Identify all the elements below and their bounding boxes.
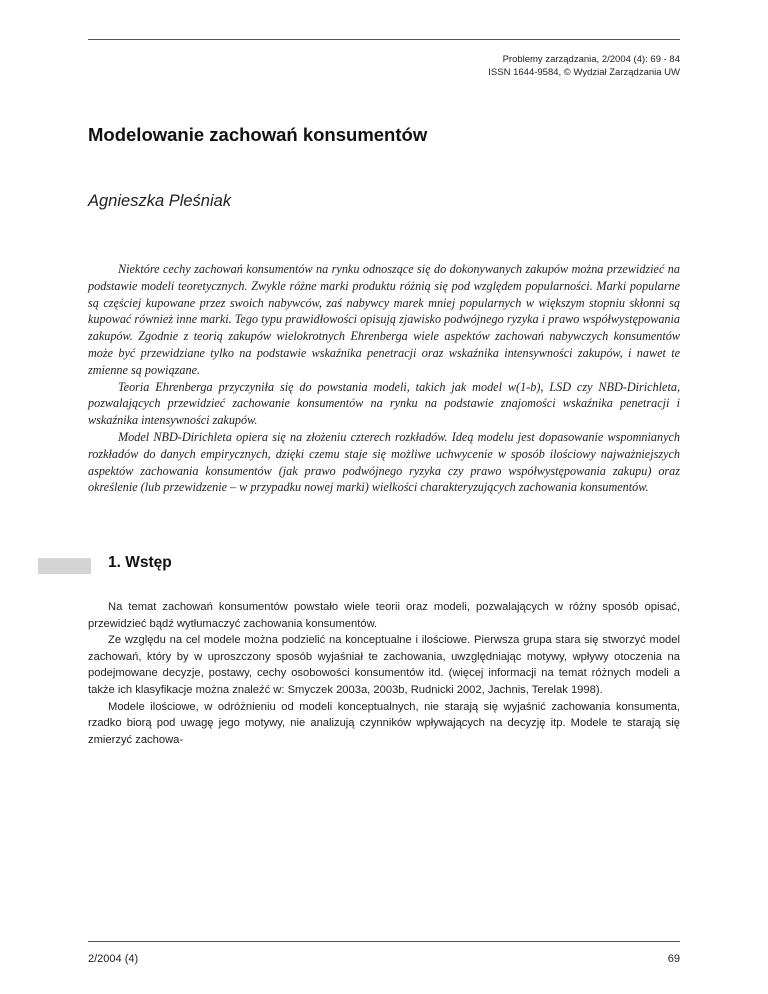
top-rule — [88, 39, 680, 40]
issn-line: ISSN 1644-9584, © Wydział Zarządzania UW — [488, 66, 680, 78]
journal-header — [180, 54, 680, 79]
body-paragraph: Modele ilościowe, w odróżnieniu od modeli konceptualnych, nie starają się wyjaśnić zachowania konsumenta, rzadko biorą pod uwagę jego motywy, nie analizują czynników wpływających na decyzję itp. Modele te starają się zmierzyć zachowa- — [88, 700, 680, 746]
page-number: 69 — [667, 953, 680, 965]
section-heading: 1. Wstęp — [108, 554, 172, 571]
abstract-paragraph: Niektóre cechy zachowań konsumentów na rynku odnoszące się do dokonywanych zakupów można przewidzieć na podstawie modeli teoretycznych. Zwykle różne marki produktu różnią się pod względem popularności. Marki popularne są częściej kupowane przez swoich nabywców, zaś nabywcy marek mniej popularnych w większym stopniu skłonni są kupować również inne marki. Tego typu prawidłowości opisują zjawisko podwójnego ryzyka i prawo współwystępowania zakupów. Zgodnie z teorią zakupów wielokrotnych Ehrenberga wiele aspektów zachowań nabywczych konsumentów może być przewidziane tylko na podstawie wskaźnika penetracji oraz wskaźnika intensywności zakupów, i nawet te zmienne są powiązane. — [88, 262, 680, 377]
article-title: Modelowanie zachowań konsumentów — [88, 124, 428, 145]
author-name: Agnieszka Pleśniak — [88, 192, 232, 210]
abstract-paragraph: Model NBD-Dirichleta opiera się na złożeniu czterech rozkładów. Ideą modelu jest dopasowanie wspomnianych rozkładów do danych empirycznych, dzięki czemu staje się możliwe uchwycenie w sposób ilościowy najważniejszych aspektów zachowania konsumentów (jak prawo podwójnego ryzyka czy prawo współwystępowania zakupu) oraz określenie (lub przewidzenie – w przypadku nowej marki) wielkości charakteryzujących zachowania konsumentów. — [88, 429, 680, 495]
abstract — [88, 261, 680, 496]
body-paragraph: Na temat zachowań konsumentów powstało wiele teorii oraz modeli, pozwalających w różny sposób opisać, przewidzieć bądź wytłumaczyć zachowania konsumentów. — [88, 601, 680, 630]
footer-issue: 2/2004 (4) — [88, 953, 139, 965]
abstract-paragraph: Teoria Ehrenberga przyczyniła się do powstania modeli, takich jak model w(1-b), LSD czy NBD-Dirichleta, pozwalających przewidzieć zachowanie konsumentów na rynku na podstawie znajomości wskaźnika penetracji i wskaźnika intensywności zakupów. — [88, 379, 680, 428]
section-marker-bar — [38, 558, 91, 574]
journal-citation: Problemy zarządzania, 2/2004 (4): 69 - 84 — [502, 54, 680, 65]
bottom-rule — [88, 941, 680, 942]
section-body — [88, 599, 680, 748]
body-paragraph: Ze względu na cel modele można podzielić na konceptualne i ilościowe. Pierwsza grupa stara się stworzyć model zachowań, który by w uproszczony sposób wyjaśniał te zachowania, uwzględniając motywy, wpływy otoczenia na podejmowane decyzje, postawy, cechy osobowości konsumentów itd. (więcej informacji na temat różnych modeli a także ich klasyfikacje można znaleźć w: Smyczek 2003a, 2003b, Rudnicki 2002, Jachnis, Terelak 1998). — [88, 634, 680, 696]
